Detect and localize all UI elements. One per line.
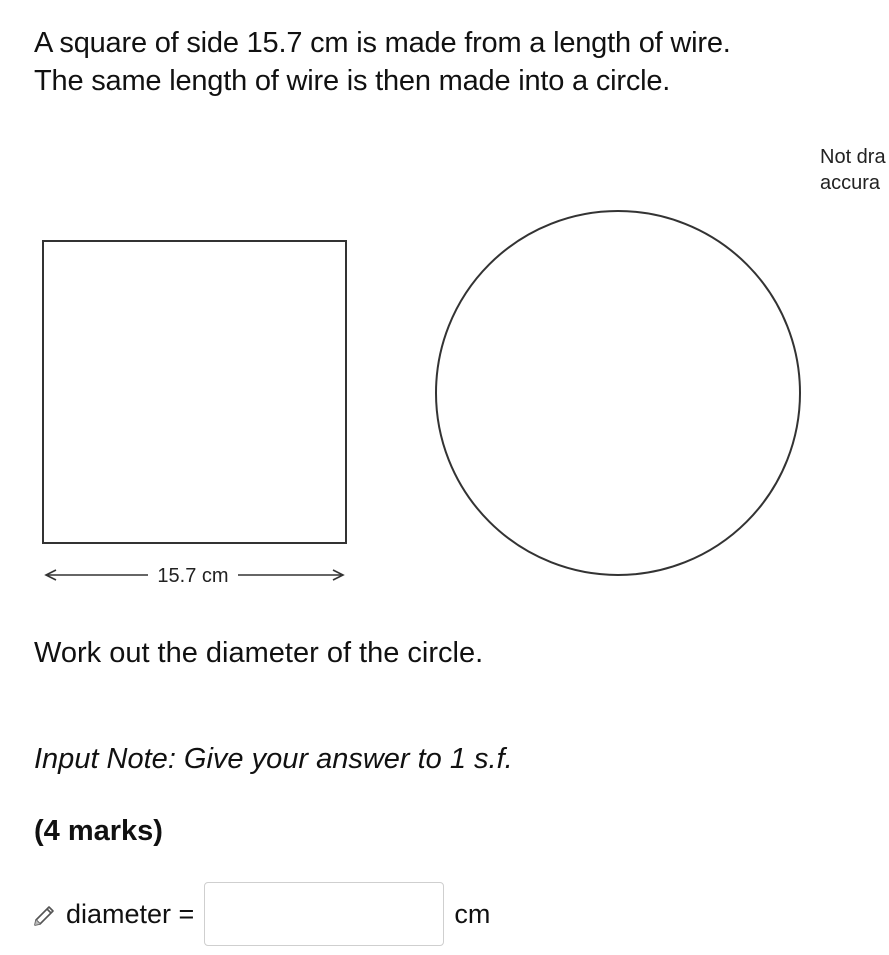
question-line-1: A square of side 15.7 cm is made from a length of wire. bbox=[34, 27, 731, 59]
not-drawn-line-1: Not dra bbox=[820, 146, 886, 168]
pencil-icon bbox=[30, 899, 60, 929]
answer-label: diameter = bbox=[66, 898, 195, 929]
diameter-answer-input[interactable] bbox=[204, 882, 444, 946]
side-length-label: 15.7 cm bbox=[157, 565, 229, 587]
not-drawn-line-2: accura bbox=[820, 172, 881, 194]
input-note: Input Note: Give your answer to 1 s.f. bbox=[34, 743, 513, 775]
question-line-2: The same length of wire is then made into a circle. bbox=[34, 65, 671, 97]
answer-row bbox=[30, 880, 490, 948]
circle-shape bbox=[436, 211, 800, 575]
answer-unit: cm bbox=[454, 898, 491, 929]
question-prompt: Work out the diameter of the circle. bbox=[34, 637, 484, 669]
marks-label: (4 marks) bbox=[34, 815, 163, 847]
square-shape bbox=[43, 241, 346, 543]
